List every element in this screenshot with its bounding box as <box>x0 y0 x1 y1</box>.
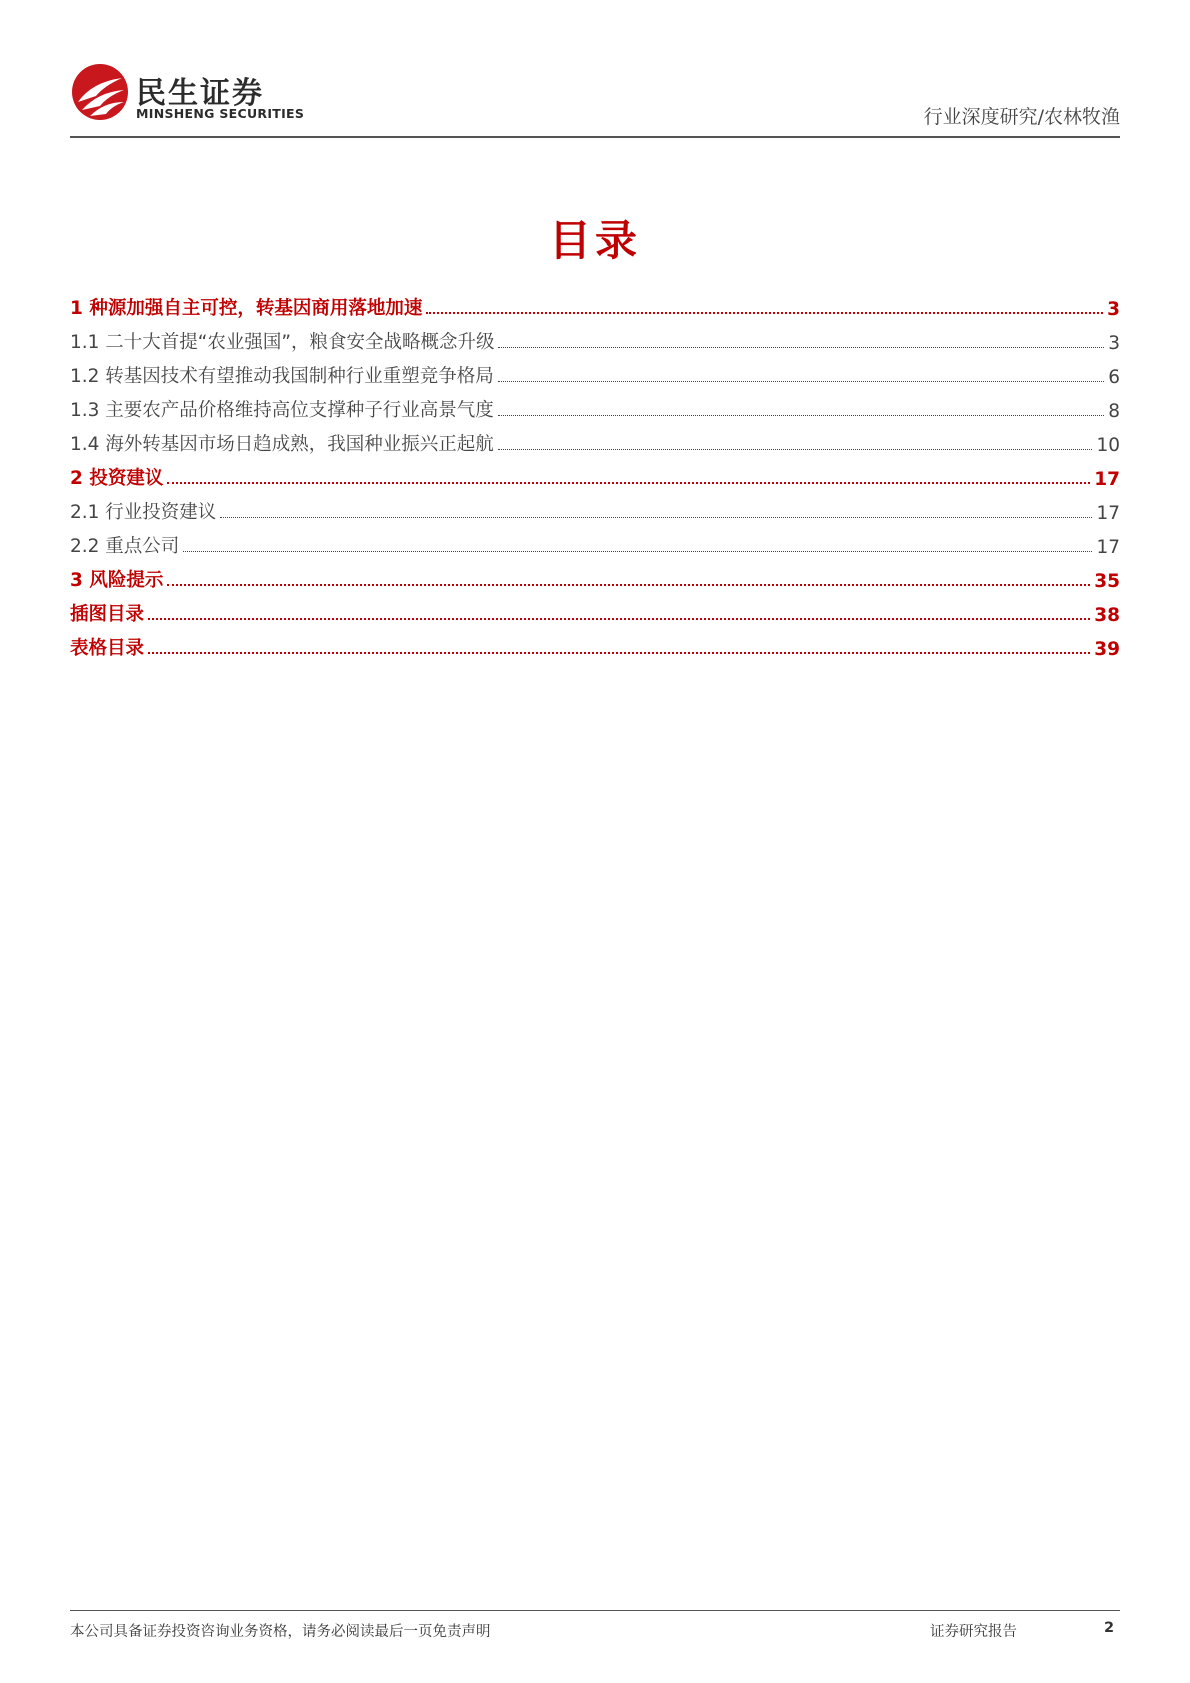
toc-entry-text: 3 风险提示 <box>70 570 164 591</box>
toc-entry-page: 39 <box>1094 639 1120 660</box>
toc-entry-text: 表格目录 <box>70 638 145 659</box>
brand-name-en: MINSHENG SECURITIES <box>136 106 305 121</box>
toc-dot-leader <box>167 584 1090 586</box>
toc-entry-page: 3 <box>1108 333 1120 354</box>
toc-dot-leader <box>498 415 1104 416</box>
toc-entry[interactable] <box>70 354 1120 388</box>
footer-disclaimer: 本公司具备证券投资咨询业务资格，请务必阅读最后一页免责声明 <box>70 1624 491 1640</box>
toc-entry[interactable] <box>70 388 1120 422</box>
toc-entry-page: 8 <box>1108 401 1120 422</box>
page-number: 2 <box>1104 1620 1115 1636</box>
toc-dot-leader <box>183 551 1092 552</box>
toc-entry-text: 1.3 主要农产品价格维持高位支撑种子行业高景气度 <box>70 400 494 421</box>
toc-entry-text: 2 投资建议 <box>70 468 164 489</box>
toc-entry-text: 1.2 转基因技术有望推动我国制种行业重塑竞争格局 <box>70 366 494 387</box>
toc-dot-leader <box>498 381 1104 382</box>
toc-entry-page: 6 <box>1108 367 1120 388</box>
brand-name-cn: 民生证券 <box>136 76 264 111</box>
toc-entry-text: 1 种源加强自主可控，转基因商用落地加速 <box>70 298 423 319</box>
toc-entry-text: 插图目录 <box>70 604 145 625</box>
toc-entry[interactable] <box>70 490 1120 524</box>
toc-entry[interactable] <box>70 422 1120 456</box>
toc-entry-text: 1.4 海外转基因市场日趋成熟，我国种业振兴正起航 <box>70 434 494 455</box>
minsheng-logo-icon <box>70 62 130 122</box>
toc-dot-leader <box>498 347 1104 348</box>
toc-entry[interactable] <box>70 592 1120 626</box>
toc-entry[interactable] <box>70 558 1120 592</box>
toc-dot-leader <box>167 482 1090 484</box>
toc-entry-page: 38 <box>1094 605 1120 626</box>
toc-entry-page: 17 <box>1094 469 1120 490</box>
page-header <box>70 62 1120 138</box>
toc-entry-page: 17 <box>1096 503 1120 524</box>
toc-title: 目录 <box>548 216 641 265</box>
toc-entry-page: 17 <box>1096 537 1120 558</box>
toc-dot-leader <box>148 652 1090 654</box>
toc-entry[interactable] <box>70 626 1120 660</box>
toc-entry[interactable] <box>70 524 1120 558</box>
toc-entry-page: 3 <box>1107 299 1120 320</box>
toc-entry[interactable] <box>70 286 1120 320</box>
table-of-contents <box>70 286 1120 660</box>
report-category: 行业深度研究/农林牧渔 <box>923 106 1120 128</box>
toc-entry-text: 2.2 重点公司 <box>70 536 180 557</box>
toc-entry-text: 2.1 行业投资建议 <box>70 502 217 523</box>
toc-entry-page: 35 <box>1094 571 1120 592</box>
toc-entry-page: 10 <box>1096 435 1120 456</box>
toc-dot-leader <box>148 618 1090 620</box>
toc-entry[interactable] <box>70 456 1120 490</box>
header-divider <box>70 136 1120 138</box>
toc-dot-leader <box>426 312 1103 314</box>
toc-entry-text: 1.1 二十大首提“农业强国”，粮食安全战略概念升级 <box>70 332 495 353</box>
footer-report-type: 证券研究报告 <box>930 1624 1017 1640</box>
toc-entry[interactable] <box>70 320 1120 354</box>
footer-divider <box>70 1610 1120 1611</box>
toc-dot-leader <box>220 517 1092 518</box>
toc-dot-leader <box>498 449 1093 450</box>
